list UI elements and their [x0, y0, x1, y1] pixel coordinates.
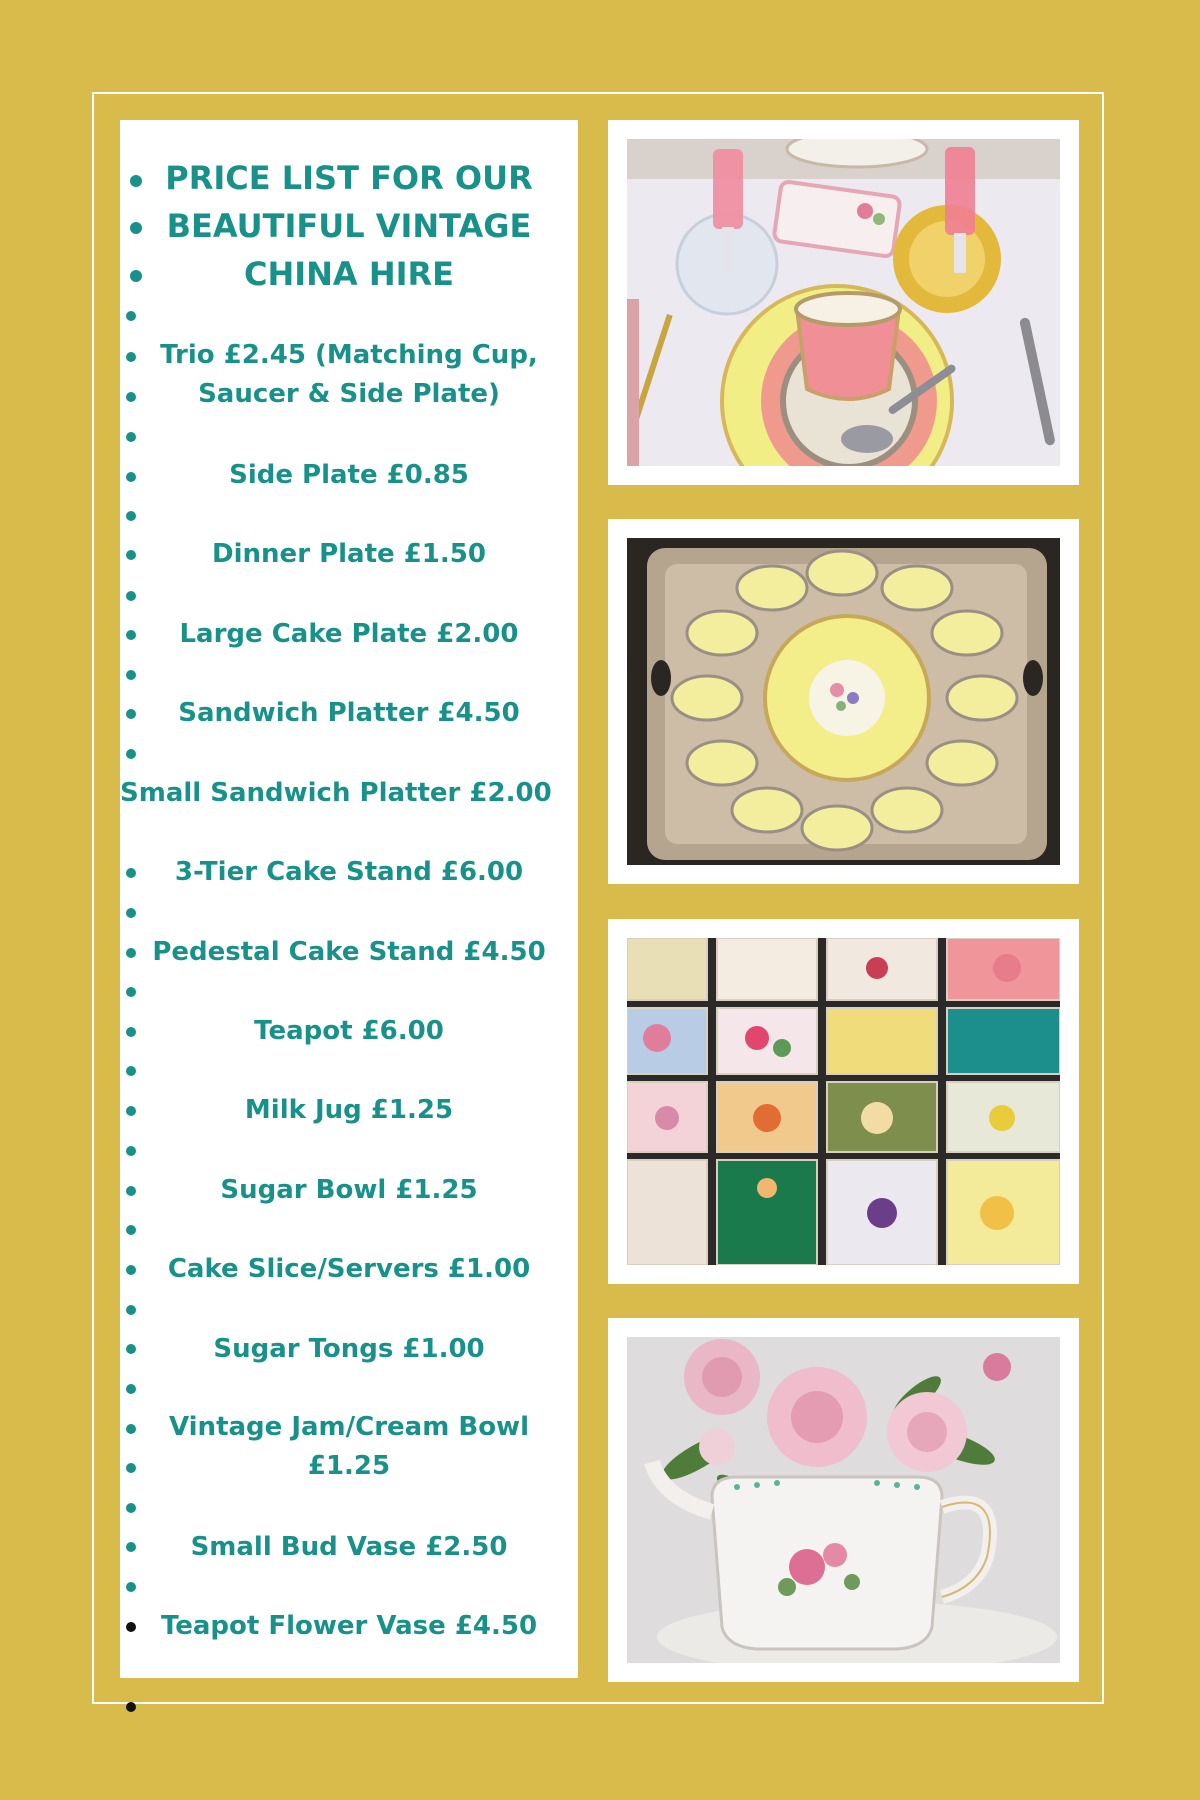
bullet-icon — [126, 987, 136, 997]
bullet-icon — [126, 1503, 136, 1513]
photo-card-table-setting — [608, 120, 1079, 485]
heading-line-3: CHINA HIRE — [243, 255, 455, 293]
bullet-icon — [126, 1066, 136, 1076]
price-item-milk-jug: Milk Jug £1.25 — [244, 1095, 454, 1125]
bullet-icon — [126, 311, 136, 321]
bullet-icon — [126, 1027, 136, 1037]
price-item-trio-line-2: Saucer & Side Plate) — [198, 379, 500, 409]
price-item-sugar-tongs: Sugar Tongs £1.00 — [213, 1334, 485, 1364]
bullet-icon — [126, 1424, 136, 1434]
bullet-icon — [126, 432, 136, 442]
bullet-icon — [126, 1702, 136, 1712]
bullet-icon — [126, 1344, 136, 1354]
bullet-icon — [126, 550, 136, 560]
bullet-icon — [126, 948, 136, 958]
price-item-jam-cream-bowl-line-2: £1.25 — [307, 1451, 391, 1481]
price-item-side-plate: Side Plate £0.85 — [229, 460, 469, 490]
price-item-three-tier-cake-stand: 3-Tier Cake Stand £6.00 — [174, 857, 524, 887]
stacked-teacups-photo — [627, 938, 1060, 1265]
price-item-dinner-plate: Dinner Plate £1.50 — [212, 539, 486, 569]
bullet-icon — [126, 709, 136, 719]
bullet-icon — [126, 591, 136, 601]
bullet-icon — [126, 1146, 136, 1156]
price-item-small-sandwich-platter: Small Sandwich Platter £2.00 — [120, 778, 552, 808]
price-item-pedestal-cake-stand: Pedestal Cake Stand £4.50 — [152, 937, 546, 967]
table-setting-photo — [627, 139, 1060, 466]
price-item-sugar-bowl: Sugar Bowl £1.25 — [220, 1175, 478, 1205]
bullet-icon — [126, 1186, 136, 1196]
price-item-teapot-flower-vase: Teapot Flower Vase £4.50 — [160, 1611, 538, 1641]
bullet-icon — [126, 1305, 136, 1315]
bullet-icon — [126, 1622, 136, 1632]
bullet-icon — [126, 472, 136, 482]
bullet-icon — [126, 868, 136, 878]
bullet-icon — [126, 1384, 136, 1394]
bullet-icon — [126, 749, 136, 759]
bullet-icon — [130, 222, 142, 234]
bullet-icon — [126, 630, 136, 640]
bullet-icon — [126, 1582, 136, 1592]
teacup-ring-tray-photo — [627, 538, 1060, 865]
bullet-icon — [126, 1463, 136, 1473]
bullet-icon — [126, 511, 136, 521]
bullet-icon — [126, 908, 136, 918]
price-item-jam-cream-bowl-line-1: Vintage Jam/Cream Bowl — [168, 1412, 529, 1442]
price-item-teapot: Teapot £6.00 — [254, 1016, 444, 1046]
bullet-icon — [126, 352, 136, 362]
bullet-icon — [126, 1106, 136, 1116]
bullet-icon — [126, 670, 136, 680]
heading-line-2: BEAUTIFUL VINTAGE — [166, 207, 532, 245]
price-item-cake-slice-servers: Cake Slice/Servers £1.00 — [167, 1254, 531, 1284]
bullet-icon — [126, 1265, 136, 1275]
photo-card-rose-teapot — [608, 1318, 1079, 1682]
bullet-icon — [130, 175, 142, 187]
bullet-icon — [130, 270, 142, 282]
heading-line-1: PRICE LIST FOR OUR — [165, 159, 533, 197]
price-item-sandwich-platter: Sandwich Platter £4.50 — [178, 698, 520, 728]
price-item-large-cake-plate: Large Cake Plate £2.00 — [179, 619, 519, 649]
bullet-icon — [126, 1542, 136, 1552]
bullet-icon — [126, 1225, 136, 1235]
photo-card-teacup-ring — [608, 519, 1079, 884]
photo-card-stacked-teacups — [608, 919, 1079, 1284]
bullet-icon — [126, 392, 136, 402]
price-list-panel — [120, 120, 578, 1678]
price-item-trio-line-1: Trio £2.45 (Matching Cup, — [160, 340, 538, 370]
rose-teapot-vase-photo — [627, 1337, 1060, 1663]
price-item-small-bud-vase: Small Bud Vase £2.50 — [190, 1532, 508, 1562]
